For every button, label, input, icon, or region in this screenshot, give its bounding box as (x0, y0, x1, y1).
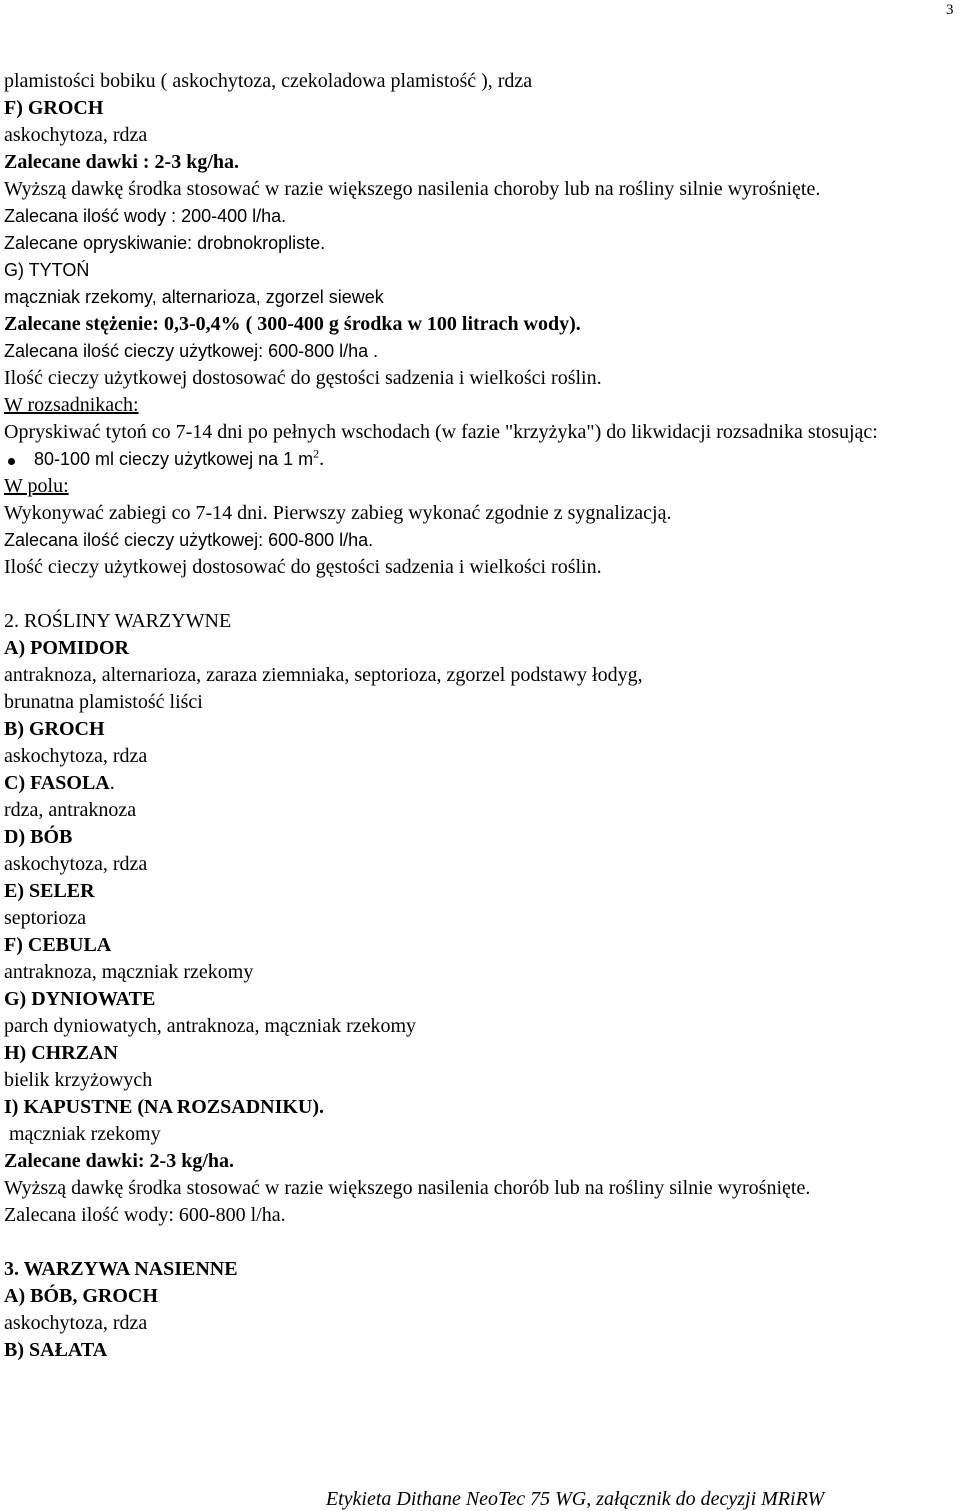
spray-type: Zalecane opryskiwanie: drobnokropliste. (4, 233, 326, 253)
disease-list: askochytoza, rdza (4, 853, 148, 875)
disease-list: parch dyniowatych, antraknoza, mączniak rzekomy (4, 1015, 417, 1037)
dose-line: Zalecane dawki : 2-3 kg/ha. (4, 151, 240, 173)
disease-list: bielik krzyżowych (4, 1069, 153, 1091)
crop-heading: B) GROCH (4, 718, 105, 740)
disease-list: antraknoza, mączniak rzekomy (4, 961, 254, 983)
crop-heading: G) DYNIOWATE (4, 988, 156, 1010)
disease-list: septorioza (4, 907, 87, 929)
crop-heading: G) TYTOŃ (4, 260, 90, 280)
disease-list: antraknoza, alternarioza, zaraza ziemniaka, septorioza, zgorzel podstawy łodyg, (4, 664, 643, 686)
disease-list: askochytoza, rdza (4, 124, 148, 146)
liquid-amount: Zalecana ilość cieczy użytkowej: 600-800 l/ha . (4, 341, 379, 361)
bullet-icon (8, 458, 15, 465)
bullet-end: . (319, 448, 325, 470)
crop-heading: I) KAPUSTNE (NA ROZSADNIKU). (4, 1096, 325, 1118)
liquid-amount: Zalecana ilość cieczy użytkowej: 600-800 l/ha. (4, 530, 374, 550)
subheading-field: W polu: (4, 475, 69, 497)
crop-heading: C) FASOLA (4, 772, 110, 794)
superscript: 2 (313, 446, 320, 461)
section-heading: 2. ROŚLINY WARZYWNE (4, 610, 232, 632)
document-body (4, 68, 960, 1364)
dose-note: Wyższą dawkę środka stosować w razie większego nasilenia chorób lub na rośliny silnie wyrośnięte. (4, 1177, 811, 1199)
crop-heading: A) POMIDOR (4, 637, 129, 659)
crop-heading-line (4, 770, 960, 797)
section-heading: 3. WARZYWA NASIENNE (4, 1258, 238, 1280)
concentration-line: Zalecane stężenie: 0,3-0,4% ( 300-400 g środka w 100 litrach wody). (4, 313, 581, 335)
crop-heading: F) CEBULA (4, 934, 112, 956)
disease-list: askochytoza, rdza (4, 1312, 148, 1334)
crop-heading: A) BÓB, GROCH (4, 1285, 158, 1307)
text-line: Ilość cieczy użytkowej dostosować do gęstości sadzenia i wielkości roślin. (4, 367, 602, 389)
crop-heading: D) BÓB (4, 826, 73, 848)
page-footer: Etykieta Dithane NeoTec 75 WG, załącznik do decyzji MRiRW (325, 1488, 825, 1510)
water-amount: Zalecana ilość wody: 600-800 l/ha. (4, 1204, 286, 1226)
page-number: 3 (946, 2, 954, 18)
crop-heading: F) GROCH (4, 97, 104, 119)
disease-list: mączniak rzekomy (4, 1123, 161, 1145)
dose-note: Wyższą dawkę środka stosować w razie większego nasilenia choroby lub na rośliny silnie wyrośnięte. (4, 178, 821, 200)
disease-list: brunatna plamistość liści (4, 691, 203, 713)
spray-instructions: Opryskiwać tytoń co 7-14 dni po pełnych wschodach (w fazie "krzyżyka") do likwidacji rozsadnika stosując: (4, 421, 878, 443)
crop-heading: E) SELER (4, 880, 95, 902)
subheading-seedbeds: W rozsadnikach: (4, 394, 139, 416)
text-line: plamistości bobiku ( askochytoza, czekoladowa plamistość ), rdza (4, 70, 533, 92)
text-line: Ilość cieczy użytkowej dostosować do gęstości sadzenia i wielkości roślin. (4, 556, 602, 578)
text-line: Wykonywać zabiegi co 7-14 dni. Pierwszy zabieg wykonać zgodnie z sygnalizacją. (4, 502, 672, 524)
water-amount: Zalecana ilość wody : 200-400 l/ha. (4, 206, 287, 226)
disease-list: rdza, antraknoza (4, 799, 137, 821)
crop-heading-dot: . (109, 772, 115, 794)
disease-list: mączniak rzekomy, alternarioza, zgorzel siewek (4, 287, 384, 307)
bullet-item (4, 446, 960, 473)
bullet-text: 80-100 ml cieczy użytkowej na 1 m (34, 449, 314, 469)
dose-line: Zalecane dawki: 2-3 kg/ha. (4, 1150, 235, 1172)
crop-heading: H) CHRZAN (4, 1042, 118, 1064)
crop-heading: B) SAŁATA (4, 1339, 108, 1361)
disease-list: askochytoza, rdza (4, 745, 148, 767)
